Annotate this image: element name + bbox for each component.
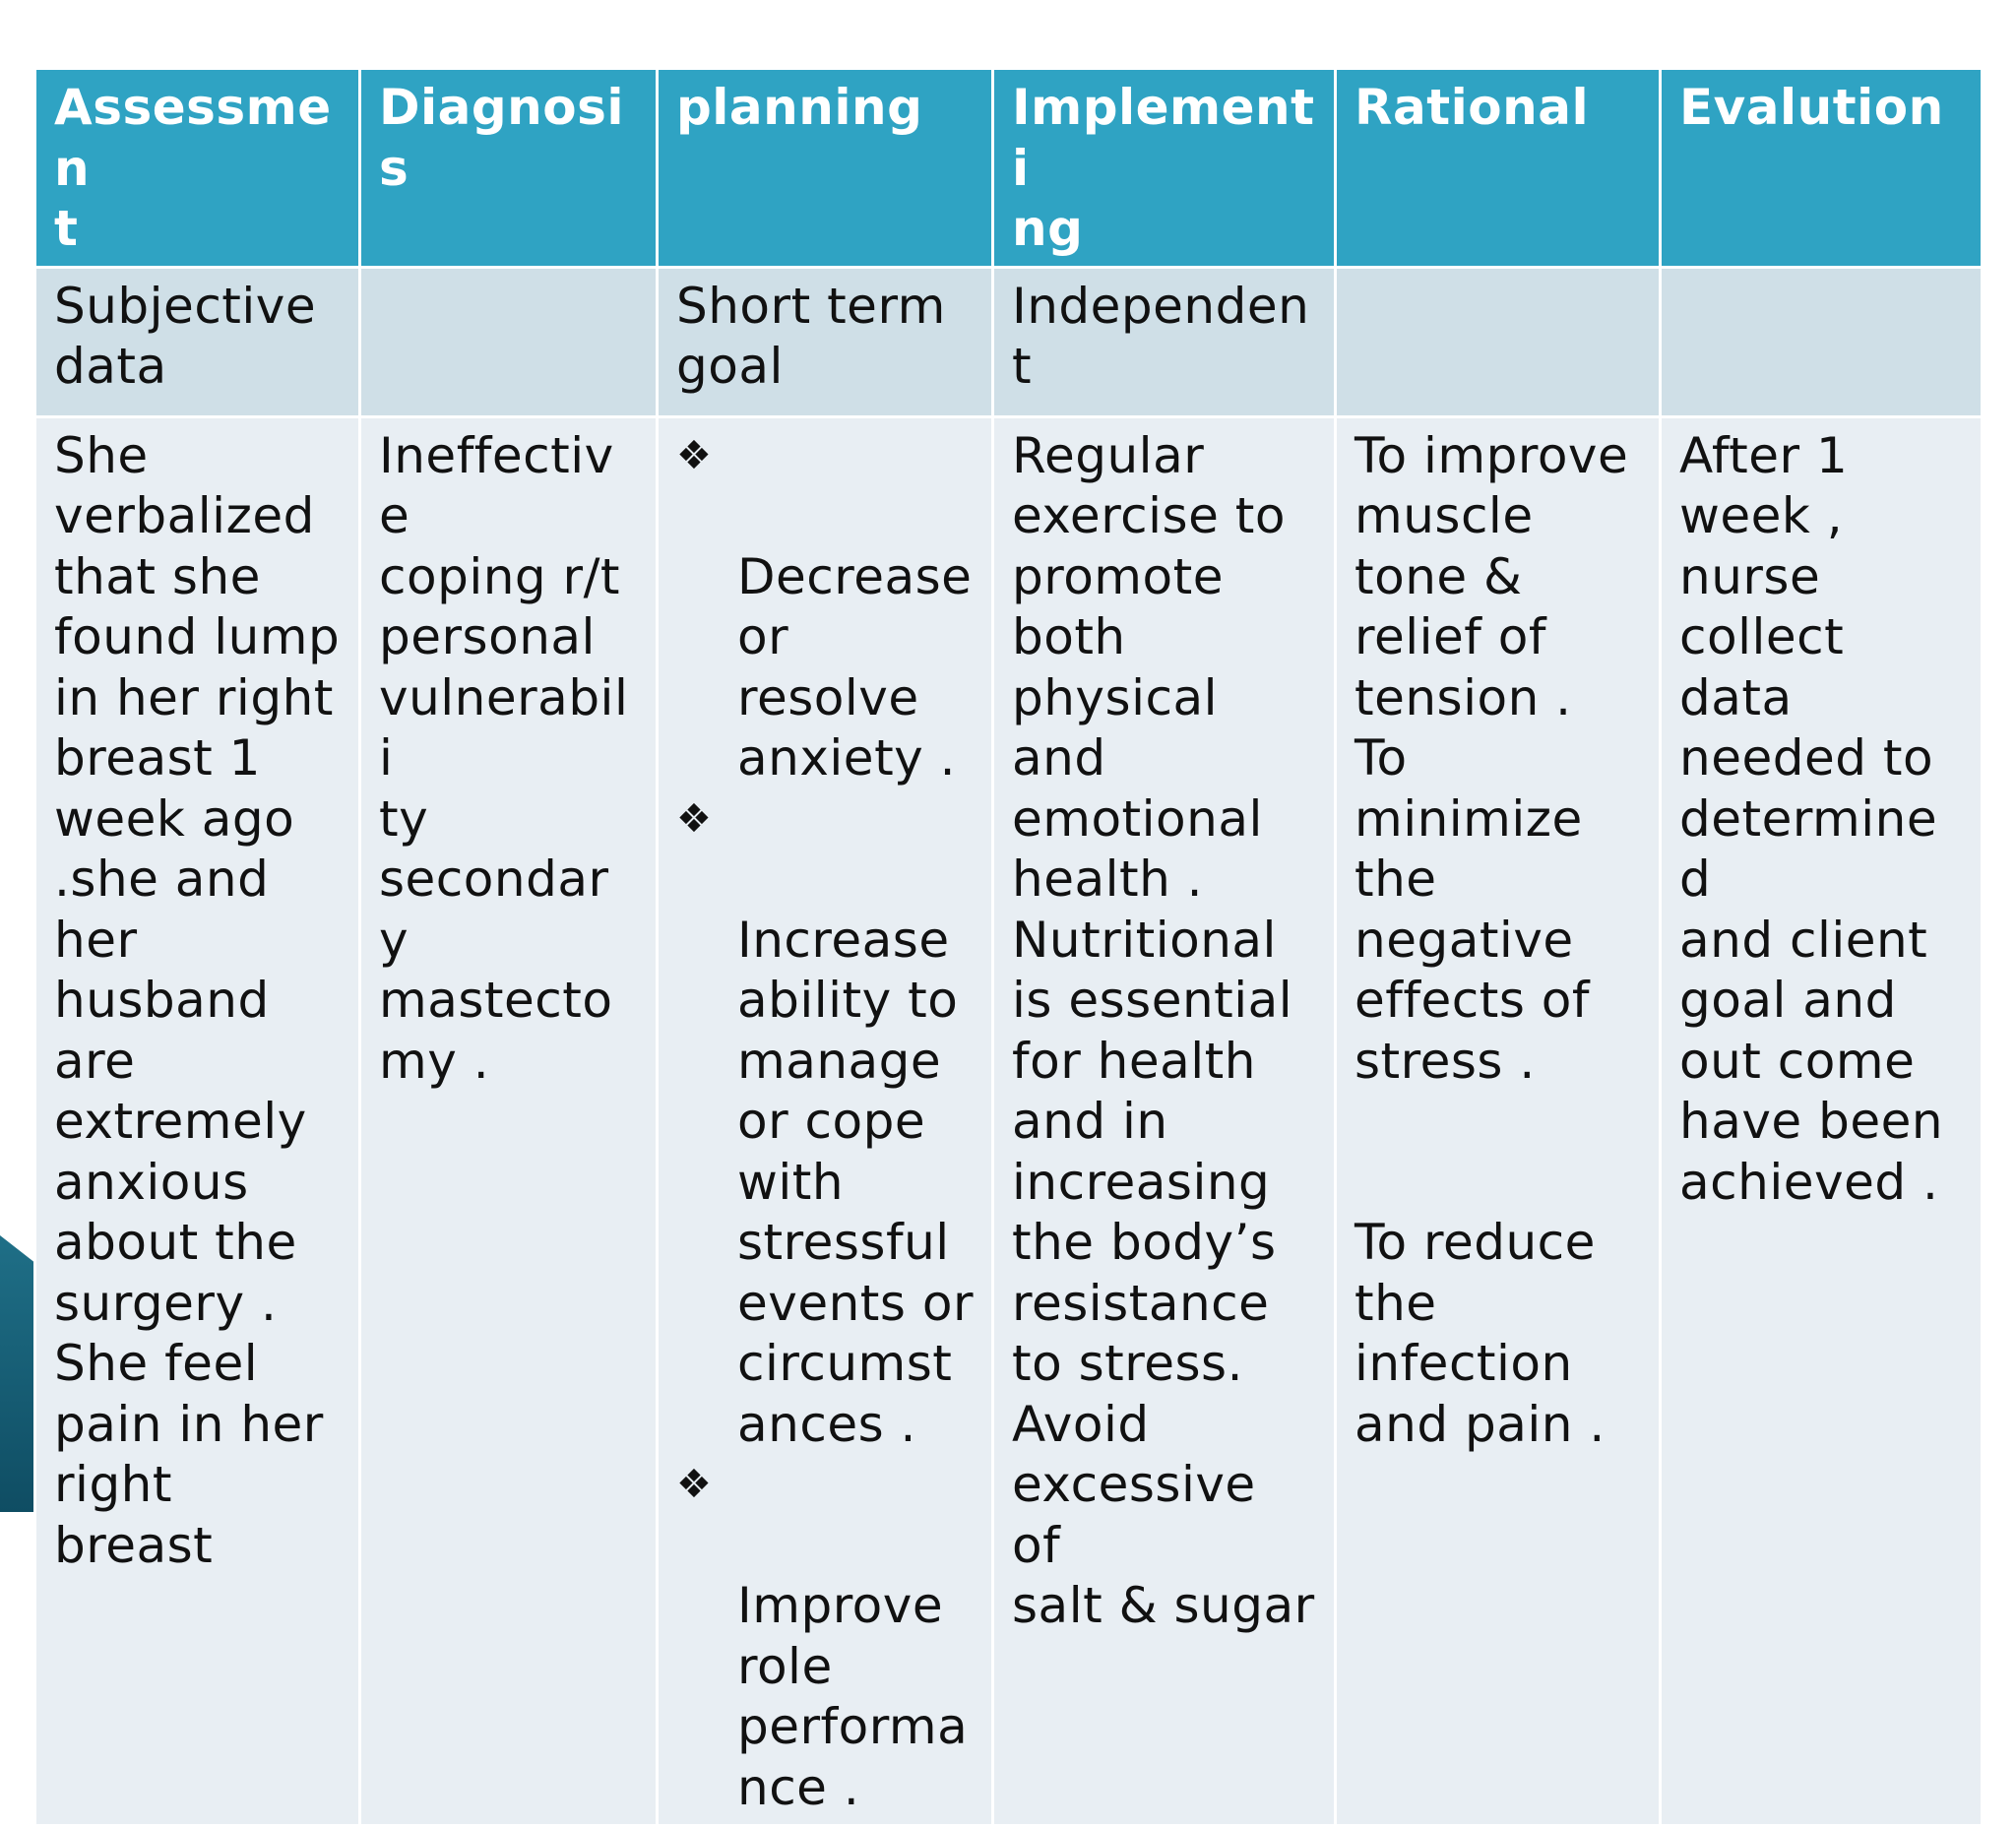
diamond-bullet-icon: ❖ — [676, 432, 713, 478]
planning-goal-list — [676, 426, 974, 1819]
body-planning — [658, 416, 993, 1826]
planning-goal-text: Decrease or resolve anxiety . — [737, 547, 973, 787]
subheader-implementing: Independen t — [993, 267, 1336, 416]
subheader-evaluation — [1661, 267, 1983, 416]
subheader-rational — [1336, 267, 1661, 416]
subheader-diagnosis — [360, 267, 658, 416]
planning-goal-text: Increase ability to manage or cope with stressful events or circumst ances . — [737, 911, 974, 1453]
planning-goal-item — [676, 789, 974, 1456]
planning-goal-item — [676, 1455, 974, 1818]
diamond-bullet-icon: ❖ — [676, 1462, 713, 1507]
table-subheader-row — [35, 267, 1983, 416]
rational-text-part2: To reduce the infection and pain . — [1354, 1214, 1606, 1453]
header-assessment: Assessmen t — [35, 69, 360, 268]
body-assessment: She verbalized that she found lump in her right breast 1 week ago .she and her husband are extremely anxious about the surgery . She feel pain in her right breast — [35, 416, 360, 1826]
subheader-assessment: Subjective data — [35, 267, 360, 416]
rational-text-part1: To improve muscle tone & relief of tension . To minimize the negative effects of stress . — [1354, 426, 1629, 1090]
body-rational — [1336, 416, 1661, 1826]
nursing-care-plan-table — [33, 67, 1984, 1827]
header-evaluation: Evalution — [1661, 69, 1983, 268]
subheader-planning: Short term goal — [658, 267, 993, 416]
planning-goal-text: Improve role performa nce . — [737, 1577, 969, 1816]
header-diagnosis: Diagnosis — [360, 69, 658, 268]
diamond-bullet-icon: ❖ — [676, 795, 713, 842]
decorative-corner-shape — [0, 1235, 35, 1512]
header-implementing: Implementi ng — [993, 69, 1336, 268]
body-implementing: Regular exercise to promote both physical and emotional health . Nutritional is essential for health and in increasing the body’s resistance to stress. Avoid excessive of salt & sugar — [993, 416, 1336, 1826]
body-evaluation: After 1 week , nurse collect data needed to determined and client goal and out come have been achieved . — [1661, 416, 1983, 1826]
rational-spacer — [1354, 1092, 1641, 1213]
header-rational: Rational — [1336, 69, 1661, 268]
planning-goal-item — [676, 426, 974, 789]
table-header-row — [35, 69, 1983, 268]
body-diagnosis: Ineffective coping r/t personal vulnerabili ty secondary mastecto my . — [360, 416, 658, 1826]
header-planning: planning — [658, 69, 993, 268]
table-body-row — [35, 416, 1983, 1826]
